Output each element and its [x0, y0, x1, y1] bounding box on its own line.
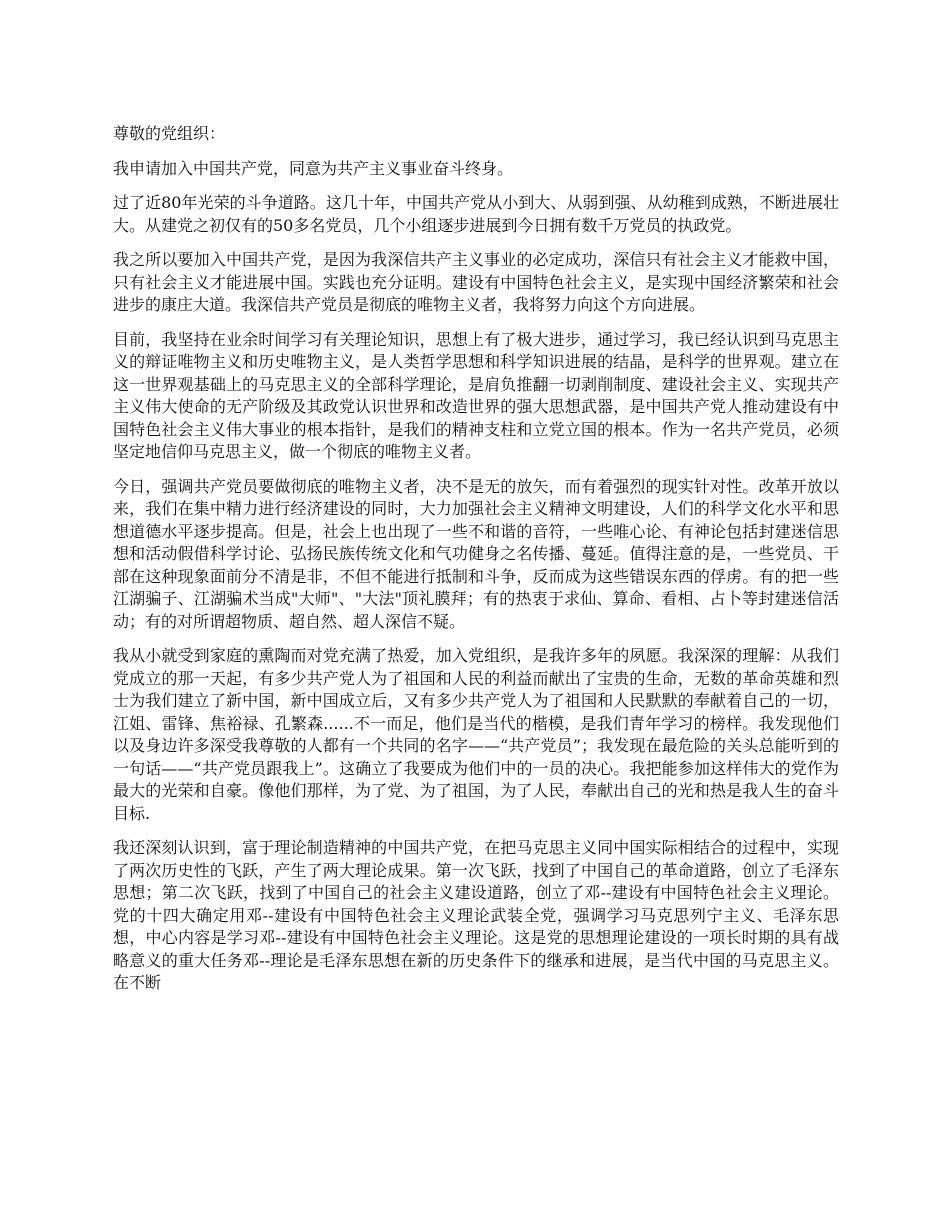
salutation: 尊敬的党组织： [113, 124, 226, 143]
document-body [113, 123, 839, 1007]
paragraph-2: 过了近80年光荣的斗争道路。这几十年，中国共产党从小到大、从弱到强、从幼稚到成熟，不断进展壮大。从建党之初仅有的50多名党员，几个小组逐步进展到今日拥有数千万党员的执政党。 [113, 193, 839, 235]
paragraph-5: 今日，强调共产党员要做彻底的唯物主义者，决不是无的放矢，而有着强烈的现实针对性。改革开放以来，我们在集中精力进行经济建设的同时，大力加强社会主义精神文明建设，人们的科学文化水平和思想道德水平逐步提高。但是，社会上也出现了一些不和谐的音符，一些唯心论、有神论包括封建迷信思想和活动假借科学讨论、弘扬民族传统文化和气功健身之名传播、蔓延。值得注意的是，一些党员、干部在这种现象面前分不清是非，不但不能进行抵制和斗争，反而成为这些错误东西的俘虏。有的把一些江湖骗子、江湖骗术当成"大师"、"大法"顶礼膜拜；有的热衷于求仙、算命、看相、占卜等封建迷信活动；有的对所谓超物质、超自然、超人深信不疑。 [113, 476, 839, 631]
paragraph-7: 我还深刻认识到，富于理论制造精神的中国共产党，在把马克思主义同中国实际相结合的过程中，实现了两次历史性的飞跃，产生了两大理论成果。第一次飞跃，找到了中国自己的革命道路，创立了毛泽东思想；第二次飞跃，找到了中国自己的社会主义建设道路，创立了邓--建设有中国特色社会主义理论。党的十四大确定用邓--建设有中国特色社会主义理论武装全党，强调学习马克思列宁主义、毛泽东思想，中心内容是学习邓--建设有中国特色社会主义理论。这是党的思想理论建设的一项长时期的具有战略意义的重大任务邓--理论是毛泽东思想在新的历史条件下的继承和进展，是当代中国的马克思主义。 在不断 [113, 838, 839, 992]
paragraph-6: 我从小就受到家庭的熏陶而对党充满了热爱，加入党组织，是我许多年的夙愿。我深深的理解：从我们党成立的那一天起，有多少共产党人为了祖国和人民的利益而献出了宝贵的生命，无数的革命英雄和烈士为我们建立了新中国，新中国成立后，又有多少共产党人为了祖国和人民默默的奉献着自己的一切，江姐、雷锋、焦裕禄、孔繁森......不一而足，他们是当代的楷模，是我们青年学习的榜样。我发现他们以及身边许多深受我尊敬的人都有一个共同的名字——“共产党员”；我发现在最危险的关头总能听到的一句话——“共产党员跟我上”。这确立了我要成为他们中的一员的决心。我把能参加这样伟大的党作为最大的光荣和自豪。像他们那样，为了党、为了祖国，为了人民，奉献出自己的光和热是我人生的奋斗目标. [113, 646, 839, 823]
paragraph-3: 我之所以要加入中国共产党，是因为我深信共产主义事业的必定成功，深信只有社会主义才能救中国，只有社会主义才能进展中国。实践也充分证明。建设有中国特色社会主义，是实现中国经济繁荣和社会进步的康庄大道。我深信共产党员是彻底的唯物主义者，我将努力向这个方向进展。 [113, 250, 839, 314]
paragraph-1: 我申请加入中国共产党，同意为共产主义事业奋斗终身。 [113, 158, 514, 178]
paragraph-4: 目前，我坚持在业余时间学习有关理论知识，思想上有了极大进步，通过学习，我已经认识到马克思主义的辩证唯物主义和历史唯物主义，是人类哲学思想和科学知识进展的结晶，是科学的世界观。建立在这一世界观基础上的马克思主义的全部科学理论，是肩负推翻一切剥削制度、建设社会主义、实现共产主义伟大使命的无产阶级及其政党认识世界和改造世界的强大思想武器，是中国共产党人推动建设有中国特色社会主义伟大事业的根本指针，是我们的精神支柱和立党立国的根本。作为一名共产党员，必须坚定地信仰马克思主义，做一个彻底的唯物主义者。 [113, 329, 839, 461]
